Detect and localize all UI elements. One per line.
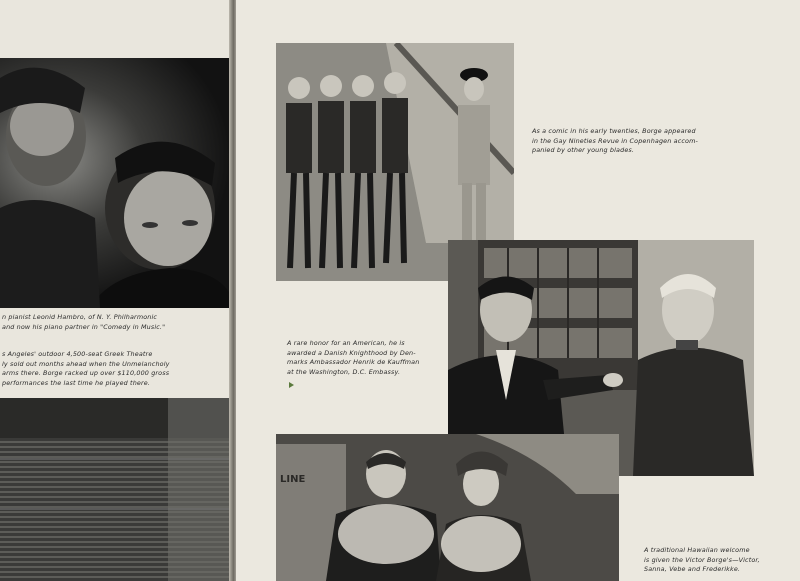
left-page [0,0,232,581]
caption-greek-theatre: s Angeles' outdoor 4,500-seat Greek Theatre ly sold out months ahead when the Unmelancholy arms there. Borge racked up over $110,000 gross performances the last time he played there. [2,350,170,387]
caption-hambro: n pianist Leonid Hambro, of N. Y. Philharmonic and now his piano partner in "Comedy in Music." [2,313,166,331]
caption-knighthood: A rare honor for an American, he is awarded a Danish Knighthood by Den- marks Ambassador Henrik de Kauffman at the Washington, D.C. Embassy. [287,339,420,376]
caption-revue: As a comic in his early twenties, Borge appeared in the Gay Nineties Revue in Copenhagen accom- panied by other young blades. [532,127,698,154]
photo-greek-theatre-crowd [0,398,232,581]
right-page [236,0,800,581]
photo-hawaiian-welcome [276,434,619,581]
caption-hawaii: A traditional Hawaiian welcome is given the Victor Borge's—Victor, Sanna, Vebe and Frederikke. [644,546,760,573]
photo-borge-and-hambro [0,58,232,308]
sign-text: LINE [280,474,306,485]
arrow-marker-icon [289,382,294,388]
